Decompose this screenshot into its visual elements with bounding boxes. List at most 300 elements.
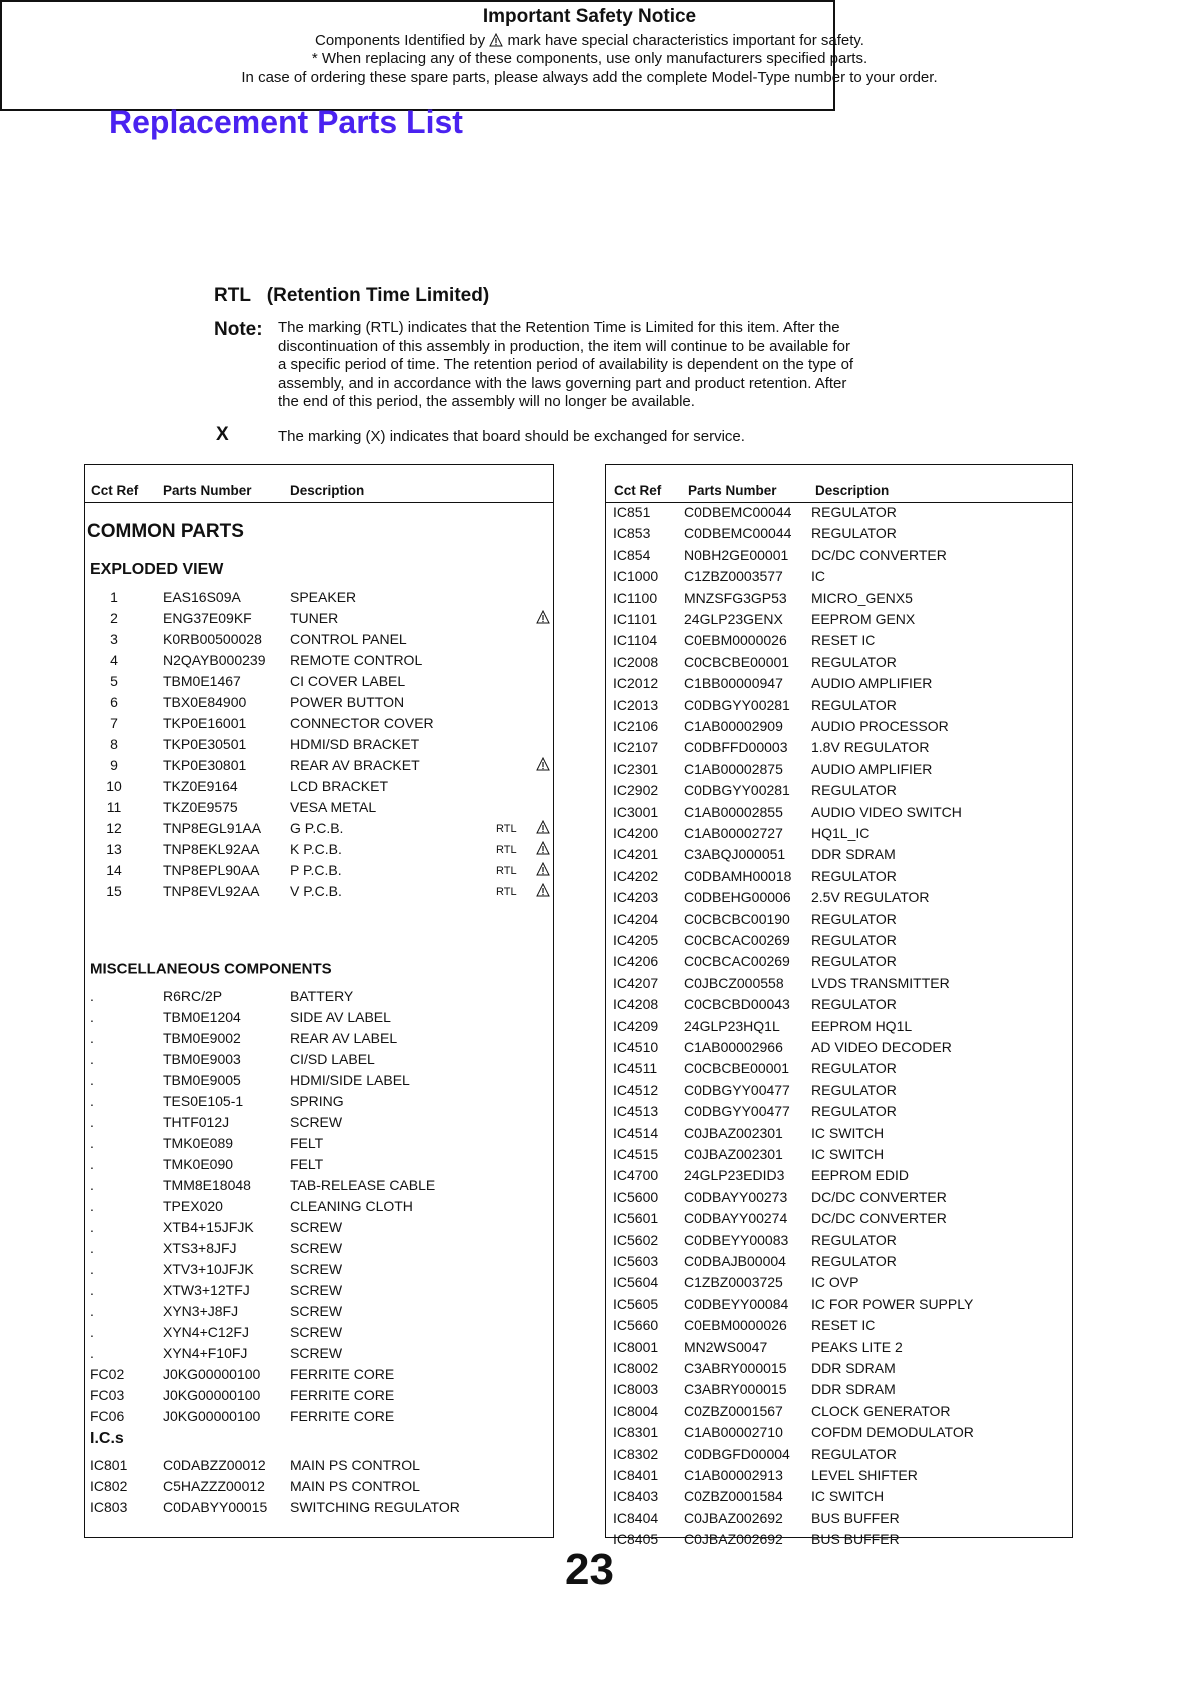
cct-ref: IC4700 <box>613 1167 659 1184</box>
parts-number: C3ABRY000015 <box>684 1360 787 1376</box>
description: LCD BRACKET <box>290 778 389 794</box>
rtl-heading-abbr: RTL <box>214 285 251 306</box>
warning-triangle-icon <box>536 841 550 855</box>
cct-ref: IC8401 <box>613 1467 659 1483</box>
warning-triangle-icon <box>489 33 503 47</box>
table-header <box>606 465 1072 503</box>
parts-number: C1ZBZ0003725 <box>684 1274 783 1291</box>
warning-triangle-icon <box>536 883 550 897</box>
description: HQ1L_IC <box>811 825 870 841</box>
column-header-cct-ref: Cct Ref <box>614 483 662 498</box>
cct-ref: IC8004 <box>613 1402 659 1419</box>
parts-number: C0JBAZ002692 <box>684 1509 783 1526</box>
description: LVDS TRANSMITTER <box>811 974 950 991</box>
rtl-mark: RTL <box>496 886 517 898</box>
parts-number: TMM8E18048 <box>163 1177 251 1193</box>
parts-number: C0DABYY00015 <box>163 1499 268 1515</box>
cct-ref: IC5660 <box>613 1317 659 1334</box>
parts-number: C0DBGYY00477 <box>684 1103 790 1120</box>
parts-number: C1AB00002875 <box>684 760 783 777</box>
cct-ref: 12 <box>106 820 122 836</box>
description: REGULATOR <box>811 696 897 713</box>
description: EEPROM EDID <box>811 1167 910 1184</box>
description: REGULATOR <box>811 525 897 542</box>
description: 2.5V REGULATOR <box>811 889 930 906</box>
parts-number: C0DBEMC00044 <box>684 504 792 520</box>
cct-ref: IC8001 <box>613 1338 659 1355</box>
description: HDMI/SIDE LABEL <box>290 1072 410 1088</box>
description: CLOCK GENERATOR <box>811 1402 951 1419</box>
parts-number: TBM0E9005 <box>163 1072 241 1088</box>
cct-ref: IC8403 <box>613 1488 659 1505</box>
parts-number: C0ZBZ0001567 <box>684 1402 783 1419</box>
cct-ref: IC5602 <box>613 1231 659 1248</box>
description: IC FOR POWER SUPPLY <box>811 1295 974 1312</box>
parts-number: THTF012J <box>163 1114 230 1130</box>
description: K P.C.B. <box>290 841 342 857</box>
description: AUDIO AMPLIFIER <box>811 760 933 777</box>
description: MICRO_GENX5 <box>811 589 913 606</box>
description: MAIN PS CONTROL <box>290 1478 420 1494</box>
cct-ref: IC2301 <box>613 760 659 777</box>
parts-number: XYN4+C12FJ <box>163 1324 249 1340</box>
parts-number: TMK0E089 <box>163 1135 234 1151</box>
safety-notice-box <box>0 0 938 111</box>
safety-line-3: In case of ordering these spare parts, please always add the complete Model-Type number to your order. <box>241 69 938 86</box>
cct-ref: IC2106 <box>613 718 659 734</box>
parts-number: C1AB00002966 <box>684 1039 783 1055</box>
warning-triangle-icon <box>536 757 550 771</box>
description: REGULATOR <box>811 910 897 927</box>
parts-number: C0EBM0000026 <box>684 1317 787 1334</box>
cct-ref: IC2012 <box>613 675 659 692</box>
cct-ref: IC4200 <box>613 825 659 841</box>
parts-number: C0JBAZ002301 <box>684 1124 783 1141</box>
warning-triangle-icon <box>536 862 550 876</box>
description: G P.C.B. <box>290 820 344 836</box>
description: FELT <box>290 1135 324 1151</box>
parts-number: C0DBAYY00274 <box>684 1210 788 1227</box>
parts-number: TKP0E30801 <box>163 757 247 773</box>
description: CONNECTOR COVER <box>290 715 434 731</box>
cct-ref: . <box>90 1240 94 1256</box>
description: CLEANING CLOTH <box>290 1198 413 1214</box>
parts-number: K0RB00500028 <box>163 631 262 647</box>
cct-ref: IC8405 <box>613 1531 659 1548</box>
parts-number: C0JBAZ002301 <box>684 1146 783 1162</box>
description: AUDIO PROCESSOR <box>811 718 949 734</box>
description: TUNER <box>290 610 339 626</box>
parts-number: C0JBCZ000558 <box>684 974 784 991</box>
description: REGULATOR <box>811 1081 897 1098</box>
description: COFDM DEMODULATOR <box>811 1424 974 1441</box>
cct-ref: IC1000 <box>613 568 659 585</box>
description: DDR SDRAM <box>811 1360 896 1376</box>
parts-number: XTW3+12TFJ <box>163 1282 250 1298</box>
cct-ref: . <box>90 1177 94 1193</box>
cct-ref: IC4513 <box>613 1103 659 1120</box>
description: SCREW <box>290 1114 343 1130</box>
parts-number: C0DBEHG00006 <box>684 889 791 906</box>
cct-ref: . <box>90 1156 94 1172</box>
parts-number: 24GLP23GENX <box>684 611 783 627</box>
cct-ref: IC2107 <box>613 739 659 756</box>
cct-ref: IC1100 <box>613 589 658 606</box>
cct-ref: . <box>90 1198 94 1214</box>
note-line: assembly, and in accordance with the laws governing part and product retention. After <box>278 374 847 392</box>
parts-number: 24GLP23HQ1L <box>684 1017 780 1034</box>
cct-ref: IC4204 <box>613 910 659 927</box>
rtl-mark: RTL <box>496 823 517 835</box>
cct-ref: 8 <box>110 736 118 752</box>
x-mark-text: The marking (X) indicates that board should be exchanged for service. <box>278 428 745 445</box>
description: SCREW <box>290 1324 343 1340</box>
parts-number: C0CBCAC00269 <box>684 932 790 948</box>
cct-ref: IC3001 <box>613 803 659 820</box>
parts-number: C0CBCBE00001 <box>684 1060 790 1077</box>
cct-ref: IC5600 <box>613 1188 659 1205</box>
description: BUS BUFFER <box>811 1531 900 1548</box>
description: IC SWITCH <box>811 1146 885 1162</box>
parts-number: XTS3+8JFJ <box>163 1240 237 1256</box>
parts-number: C0CBCBD00043 <box>684 996 790 1013</box>
description: RESET IC <box>811 632 876 649</box>
cct-ref: . <box>90 1324 94 1340</box>
description: MAIN PS CONTROL <box>290 1457 420 1473</box>
cct-ref: IC5603 <box>613 1253 659 1269</box>
section-heading-common-parts: COMMON PARTS <box>87 521 244 542</box>
parts-number: C1ZBZ0003577 <box>684 568 783 585</box>
cct-ref: . <box>90 1282 94 1298</box>
cct-ref: 11 <box>106 799 122 815</box>
cct-ref: IC4206 <box>613 953 659 970</box>
cct-ref: . <box>90 1009 94 1025</box>
cct-ref: IC2902 <box>613 782 659 799</box>
description: IC SWITCH <box>811 1488 885 1505</box>
cct-ref: IC854 <box>613 546 651 563</box>
parts-number: C1AB00002727 <box>684 825 783 841</box>
parts-number: C3ABRY000015 <box>684 1381 787 1398</box>
description: HDMI/SD BRACKET <box>290 736 420 752</box>
safety-notice-heading: Important Safety Notice <box>482 6 697 27</box>
description: TAB-RELEASE CABLE <box>290 1177 436 1193</box>
description: REGULATOR <box>811 867 897 884</box>
cct-ref: IC5604 <box>613 1274 659 1291</box>
parts-number: C0DBEMC00044 <box>684 525 792 542</box>
parts-number: C0DBAJB00004 <box>684 1253 786 1269</box>
parts-number: C0EBM0000026 <box>684 632 787 649</box>
cct-ref: 5 <box>110 673 118 689</box>
description: CI COVER LABEL <box>290 673 406 689</box>
parts-number: C0CBCBE00001 <box>684 653 790 670</box>
cct-ref: FC06 <box>90 1408 125 1424</box>
parts-number: TNP8EGL91AA <box>163 820 262 836</box>
description: REAR AV BRACKET <box>290 757 420 773</box>
cct-ref: IC1104 <box>613 632 658 649</box>
column-header-description: Description <box>290 483 365 498</box>
column-header-cct-ref: Cct Ref <box>91 483 139 498</box>
cct-ref: 10 <box>106 778 122 794</box>
cct-ref: FC03 <box>90 1387 125 1403</box>
description: SWITCHING REGULATOR <box>290 1499 460 1515</box>
description: REGULATOR <box>811 1445 897 1462</box>
rtl-mark: RTL <box>496 844 517 856</box>
parts-number: J0KG00000100 <box>163 1366 261 1382</box>
cct-ref: IC4514 <box>613 1124 659 1141</box>
parts-number: TBM0E9002 <box>163 1030 241 1046</box>
cct-ref: IC802 <box>90 1478 128 1494</box>
description: FERRITE CORE <box>290 1387 395 1403</box>
cct-ref: IC4203 <box>613 889 659 906</box>
parts-number: C1AB00002913 <box>684 1467 783 1483</box>
description: REGULATOR <box>811 782 897 799</box>
column-header-parts-number: Parts Number <box>163 483 252 498</box>
column-header-description: Description <box>815 483 890 498</box>
safety-line-2: * When replacing any of these components, use only manufacturers specified parts. <box>311 50 868 67</box>
parts-number: C0JBAZ002692 <box>684 1531 783 1548</box>
description: EEPROM GENX <box>811 611 916 627</box>
description: DC/DC CONVERTER <box>811 546 947 563</box>
description: IC SWITCH <box>811 1124 885 1141</box>
parts-number: TBM0E9003 <box>163 1051 241 1067</box>
description: BUS BUFFER <box>811 1509 900 1526</box>
parts-table-left <box>84 464 554 1538</box>
note-line: a specific period of time. The retention period of availability is dependent on the type of <box>278 356 854 373</box>
description: AUDIO AMPLIFIER <box>811 675 933 692</box>
cct-ref: . <box>90 1219 94 1235</box>
rtl-heading-full: (Retention Time Limited) <box>266 285 490 306</box>
description: BATTERY <box>290 988 354 1004</box>
parts-number: C5HAZZZ00012 <box>163 1478 265 1494</box>
parts-number: C0DBEYY00084 <box>684 1295 789 1312</box>
description: CI/SD LABEL <box>290 1051 375 1067</box>
cct-ref: IC4207 <box>613 974 659 991</box>
parts-number: TMK0E090 <box>163 1156 234 1172</box>
parts-number: XYN4+F10FJ <box>163 1345 248 1361</box>
cct-ref: IC4202 <box>613 867 659 884</box>
cct-ref: IC8301 <box>613 1424 659 1441</box>
cct-ref: IC853 <box>613 525 651 542</box>
description: REGULATOR <box>811 932 897 948</box>
parts-number: C0DBGYY00281 <box>684 782 790 799</box>
cct-ref: IC4209 <box>613 1017 659 1034</box>
description: AD VIDEO DECODER <box>811 1039 952 1055</box>
safety-line-1 <box>0 32 1179 49</box>
description: IC OVP <box>811 1274 859 1291</box>
cct-ref: 1 <box>110 589 118 605</box>
description: CONTROL PANEL <box>290 631 407 647</box>
description: REGULATOR <box>811 1060 897 1077</box>
cct-ref: IC5605 <box>613 1295 659 1312</box>
cct-ref: IC801 <box>90 1457 128 1473</box>
description: IC <box>811 568 825 585</box>
table-header <box>85 465 553 503</box>
parts-number: J0KG00000100 <box>163 1387 261 1403</box>
parts-number: XTV3+10JFJK <box>163 1261 254 1277</box>
description: REAR AV LABEL <box>290 1030 398 1046</box>
parts-number: TKZ0E9164 <box>163 778 238 794</box>
description: EEPROM HQ1L <box>811 1017 913 1034</box>
rtl-note-text <box>278 319 853 412</box>
cct-ref: IC8302 <box>613 1445 659 1462</box>
cct-ref: IC803 <box>90 1499 128 1515</box>
description: REGULATOR <box>811 1231 897 1248</box>
description: LEVEL SHIFTER <box>811 1467 918 1483</box>
parts-number: N2QAYB000239 <box>163 652 266 668</box>
description: REGULATOR <box>811 953 897 970</box>
cct-ref: . <box>90 1261 94 1277</box>
parts-number: C0DBGYY00281 <box>684 696 790 713</box>
parts-number: C0CBCBC00190 <box>684 910 790 927</box>
rtl-mark: RTL <box>496 865 517 877</box>
cct-ref: . <box>90 1051 94 1067</box>
cct-ref: . <box>90 1093 94 1109</box>
cct-ref: 6 <box>110 694 118 710</box>
rtl-heading <box>214 285 489 307</box>
cct-ref: . <box>90 1303 94 1319</box>
parts-number: C0DABZZ00012 <box>163 1457 266 1473</box>
cct-ref: 13 <box>106 841 122 857</box>
cct-ref: 15 <box>106 883 122 899</box>
parts-number: C1AB00002710 <box>684 1424 783 1441</box>
cct-ref: 4 <box>110 652 118 668</box>
description: FERRITE CORE <box>290 1366 395 1382</box>
note-line: the end of this period, the assembly will no longer be available. <box>278 393 695 410</box>
parts-number: XTB4+15JFJK <box>163 1219 254 1235</box>
cct-ref: 3 <box>110 631 118 647</box>
parts-number: EAS16S09A <box>163 589 241 605</box>
parts-number: TBM0E1467 <box>163 673 241 689</box>
cct-ref: . <box>90 1114 94 1130</box>
parts-number: TPEX020 <box>163 1198 223 1214</box>
parts-number: C0DBEYY00083 <box>684 1231 789 1248</box>
parts-number: XYN3+J8FJ <box>163 1303 239 1319</box>
parts-number: C0DBAYY00273 <box>684 1188 788 1205</box>
description: REGULATOR <box>811 1103 897 1120</box>
parts-number: C1BB00000947 <box>684 675 783 692</box>
cct-ref: IC2008 <box>613 653 659 670</box>
parts-number: N0BH2GE00001 <box>684 546 789 563</box>
description: FELT <box>290 1156 324 1172</box>
cct-ref: 7 <box>110 715 118 731</box>
description: REMOTE CONTROL <box>290 652 423 668</box>
cct-ref: FC02 <box>90 1366 125 1382</box>
parts-number: C0DBFFD00003 <box>684 739 788 756</box>
description: SCREW <box>290 1219 343 1235</box>
parts-number: MN2WS0047 <box>684 1338 768 1355</box>
description: P P.C.B. <box>290 862 342 878</box>
section-heading-exploded-view: EXPLODED VIEW <box>90 561 224 578</box>
description: PEAKS LITE 2 <box>811 1338 903 1355</box>
cct-ref: 2 <box>110 610 118 626</box>
description: REGULATOR <box>811 504 897 520</box>
parts-number: C0DBAMH00018 <box>684 867 792 884</box>
parts-number: R6RC/2P <box>163 988 223 1004</box>
cct-ref: IC4205 <box>613 932 659 948</box>
parts-number: TNP8EKL92AA <box>163 841 260 857</box>
parts-number: J0KG00000100 <box>163 1408 261 1424</box>
warning-triangle-icon <box>536 820 550 834</box>
safety-line-1-post: mark have special characteristics important for safety. <box>507 32 864 49</box>
cct-ref: IC5601 <box>613 1210 659 1227</box>
description: SCREW <box>290 1303 343 1319</box>
parts-number: TBX0E84900 <box>163 694 247 710</box>
note-line: The marking (RTL) indicates that the Retention Time is Limited for this item. After the <box>278 319 840 336</box>
parts-number: TKP0E30501 <box>163 736 247 752</box>
parts-number: C0ZBZ0001584 <box>684 1488 783 1505</box>
parts-number: TKZ0E9575 <box>163 799 238 815</box>
description: V P.C.B. <box>290 883 342 899</box>
parts-table-right <box>605 464 1073 1548</box>
cct-ref: IC1101 <box>613 611 658 627</box>
description: FERRITE CORE <box>290 1408 395 1424</box>
description: RESET IC <box>811 1317 876 1334</box>
section-heading-ics: I.C.s <box>90 1430 124 1447</box>
description: REGULATOR <box>811 996 897 1013</box>
cct-ref: IC2013 <box>613 696 659 713</box>
cct-ref: IC4208 <box>613 996 659 1013</box>
parts-number: C0CBCAC00269 <box>684 953 790 970</box>
cct-ref: IC4515 <box>613 1146 659 1162</box>
cct-ref: IC4512 <box>613 1081 659 1098</box>
description: AUDIO VIDEO SWITCH <box>811 803 962 820</box>
parts-number: TKP0E16001 <box>163 715 247 731</box>
cct-ref: 9 <box>110 757 118 773</box>
cct-ref: . <box>90 1345 94 1361</box>
description: SPRING <box>290 1093 344 1109</box>
parts-number: TNP8EVL92AA <box>163 883 260 899</box>
parts-number: C0DBGFD00004 <box>684 1445 790 1462</box>
description: SCREW <box>290 1282 343 1298</box>
description: SCREW <box>290 1261 343 1277</box>
cct-ref: IC8404 <box>613 1509 659 1526</box>
description: DDR SDRAM <box>811 1381 896 1398</box>
parts-number: 24GLP23EDID3 <box>684 1167 785 1184</box>
x-mark-label: X <box>216 424 229 445</box>
page-number: 23 <box>565 1545 614 1594</box>
description: SCREW <box>290 1345 343 1361</box>
description: SPEAKER <box>290 589 357 605</box>
column-header-parts-number: Parts Number <box>688 483 777 498</box>
parts-number: TNP8EPL90AA <box>163 862 260 878</box>
parts-number: C1AB00002855 <box>684 803 783 820</box>
cct-ref: IC851 <box>613 504 651 520</box>
page-title: Replacement Parts List <box>109 104 463 140</box>
parts-number: TES0E105-1 <box>163 1093 244 1109</box>
cct-ref: IC8003 <box>613 1381 659 1398</box>
parts-number: ENG37E09KF <box>163 610 252 626</box>
cct-ref: IC4201 <box>613 846 659 863</box>
warning-triangle-icon <box>536 610 550 624</box>
parts-number: C3ABQJ000051 <box>684 846 786 863</box>
parts-number: C1AB00002909 <box>684 718 783 734</box>
description: REGULATOR <box>811 1253 897 1269</box>
description: DC/DC CONVERTER <box>811 1188 947 1205</box>
cct-ref: 14 <box>106 862 122 878</box>
cct-ref: . <box>90 1072 94 1088</box>
cct-ref: . <box>90 1135 94 1151</box>
description: POWER BUTTON <box>290 694 405 710</box>
cct-ref: IC8002 <box>613 1360 659 1376</box>
description: VESA METAL <box>290 799 377 815</box>
note-line: discontinuation of this assembly in production, the item will continue to be available for <box>278 337 850 355</box>
parts-number: C0DBGYY00477 <box>684 1081 790 1098</box>
note-label: Note: <box>214 319 263 340</box>
parts-number: MNZSFG3GP53 <box>684 589 787 606</box>
description: SIDE AV LABEL <box>290 1009 391 1025</box>
cct-ref: IC4511 <box>613 1060 658 1077</box>
section-heading-miscellaneous: MISCELLANEOUS COMPONENTS <box>90 960 332 978</box>
